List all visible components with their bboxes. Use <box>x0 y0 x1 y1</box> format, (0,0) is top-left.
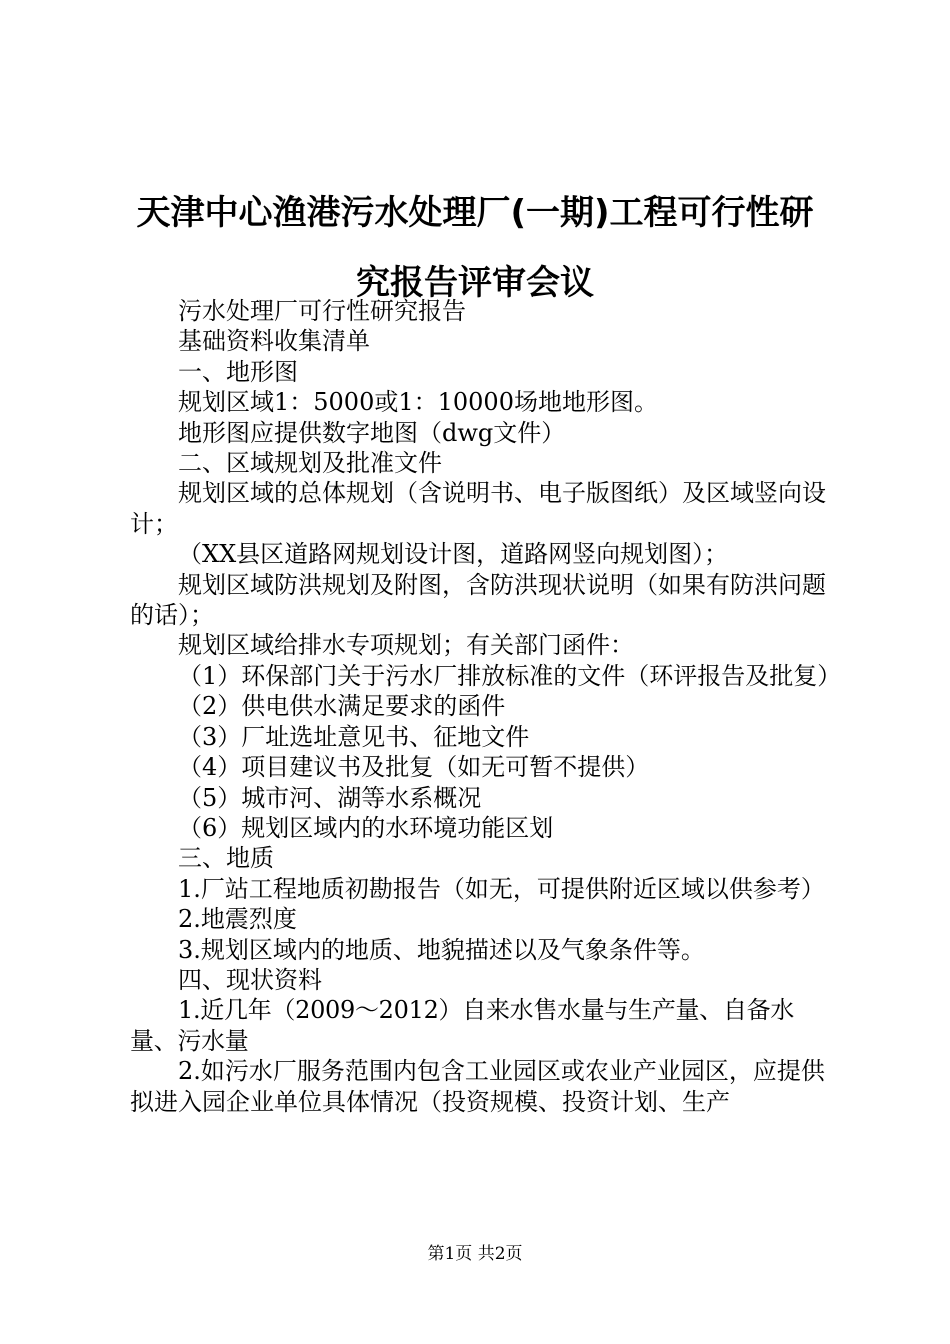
list-item: （5）城市河、湖等水系概况 <box>178 783 482 812</box>
list-item: 3.规划区域内的地质、地貌描述以及气象条件等。 <box>178 935 705 964</box>
paragraph: 地形图应提供数字地图（dwg文件） <box>178 418 566 447</box>
paragraph: 规划区域1：5000或1：10000场地地形图。 <box>178 388 658 417</box>
section-heading: 四、现状资料 <box>178 965 322 994</box>
document-body <box>130 296 842 1117</box>
list-item: （1）环保部门关于污水厂排放标准的文件（环评报告及批复） <box>178 661 842 690</box>
list-item: （4）项目建议书及批复（如无可暂不提供） <box>178 753 650 782</box>
section-heading: 一、地形图 <box>178 357 298 386</box>
section-heading: 三、地质 <box>178 844 274 873</box>
page-footer: 第1页 共2页 <box>427 1244 523 1264</box>
paragraph: 规划区域防洪规划及附图，含防洪现状说明（如果有防洪问题的话）； <box>130 570 826 630</box>
list-item: 1.厂站工程地质初勘报告（如无，可提供附近区域以供参考） <box>178 874 825 903</box>
list-item: 1.近几年（2009～2012）自来水售水量与生产量、自备水量、污水量 <box>130 996 795 1055</box>
paragraph: 基础资料收集清单 <box>178 327 370 356</box>
list-item: （3）厂址选址意见书、征地文件 <box>178 722 530 751</box>
list-item: 2.如污水厂服务范围内包含工业园区或农业产业园区，应提供拟进入园企业单位具体情况（投资规模、投资计划、生产 <box>130 1057 825 1116</box>
paragraph: 污水处理厂可行性研究报告 <box>178 297 466 325</box>
list-item: 2.地震烈度 <box>178 905 297 934</box>
paragraph: （XX县区道路网规划设计图，道路网竖向规划图）； <box>178 540 729 569</box>
paragraph: 规划区域的总体规划（含说明书、电子版图纸）及区域竖向设计； <box>130 479 826 538</box>
document-title: 天津中心渔港污水处理厂(一期)工程可行性研究报告评审会议 <box>136 193 814 303</box>
list-item: （2）供电供水满足要求的函件 <box>178 692 506 721</box>
section-heading: 二、区域规划及批准文件 <box>178 449 442 478</box>
paragraph: 规划区域给排水专项规划；有关部门函件： <box>178 631 634 660</box>
list-item: （6）规划区域内的水环境功能区划 <box>178 813 554 842</box>
